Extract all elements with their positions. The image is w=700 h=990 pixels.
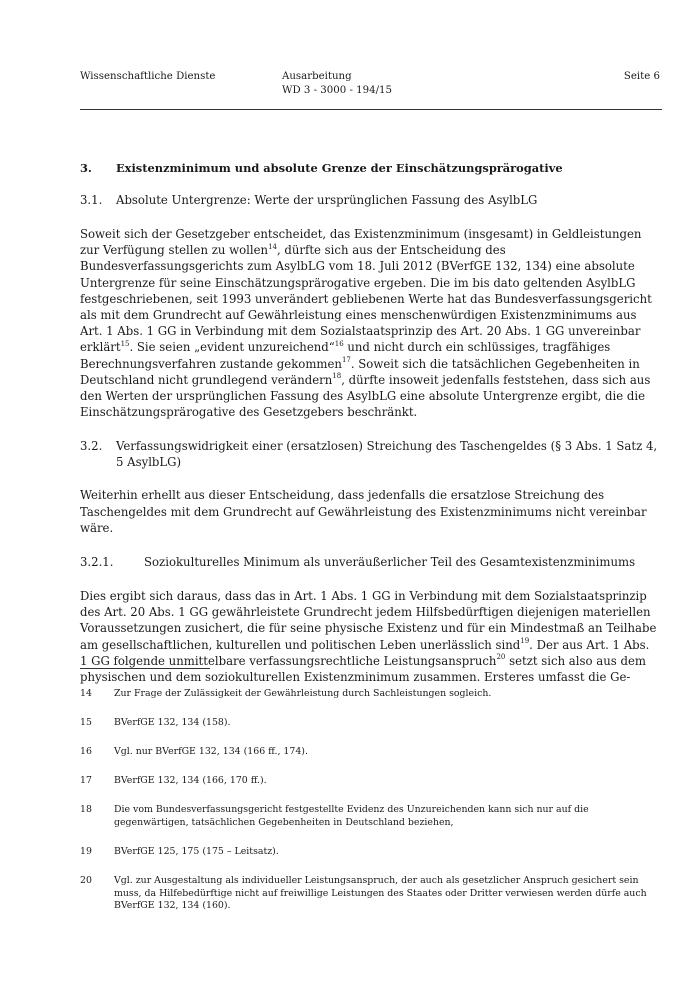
section-3-2-1-number: 3.2.1.: [80, 555, 114, 570]
footnote-number: 17: [80, 774, 92, 786]
footnote-number: 14: [80, 688, 92, 699]
footnote-text: BVerfGE 132, 134 (158).: [114, 716, 231, 728]
section-3-1-title: Absolute Untergrenze: Werte der ursprünglichen Fassung des AsylbLG: [116, 193, 538, 207]
header-page-number: Seite 6: [623, 71, 660, 82]
footnote-divider: [80, 668, 210, 669]
footnote-text: BVerfGE 125, 175 (175 – Leitsatz).: [114, 845, 279, 857]
header-doc-type-label: Ausarbeitung: [282, 71, 352, 82]
paragraph-2: Weiterhin erhellt aus dieser Entscheidung, dass jedenfalls die ersatzlose Streichung des Taschengeldes mit dem Grundrecht auf Gewährleistung des Existenzminimums nicht vereinbar wäre.: [80, 488, 647, 535]
footnote-number: 19: [80, 845, 92, 857]
footnote-ref-19: 19: [520, 637, 530, 646]
footnote-item: [80, 875, 660, 913]
footnote-number: 16: [80, 745, 92, 757]
footnote-item: [80, 804, 660, 830]
para3-text-c: setzt sich also aus dem physischen und dem soziokulturellen Existenzminimum zusammen. Ersteres umfasst die Ge-: [80, 653, 646, 685]
section-3-1-number: 3.1.: [80, 193, 103, 207]
page-header: [80, 68, 662, 110]
footnote-text: Zur Frage der Zulässigkeit der Gewährleistung durch Sachleistungen sogleich.: [114, 688, 492, 699]
para1-text-c: . Sie seien „evident unzureichend“: [129, 340, 335, 355]
paragraph-1: [80, 226, 660, 420]
section-3-2-1-heading: [80, 554, 660, 570]
section-3-2-title: Verfassungswidrigkeit einer (ersatzlosen) Streichung des Taschengeldes (§ 3 Abs. 1 Satz 4, 5 AsylbLG): [116, 439, 658, 470]
para1-text-a: Soweit sich der Gesetzgeber entscheidet, das Existenzminimum (insgesamt) in Geldleistungen zur Verfügung stellen zu wollen: [80, 227, 642, 258]
footnote-item: [80, 688, 660, 701]
footnote-ref-16: 16: [334, 340, 344, 349]
para1-text-f: , dürfte insoweit jedenfalls feststehen, dass sich aus den Werten der ursprünglichen Fassung des AsylbLG eine absolute Untergrenze ergibt, die die Einschätzungsprärogative des Gesetzgebers beschränkt.: [80, 372, 651, 420]
footnote-ref-17: 17: [341, 356, 351, 365]
footnote-number: 18: [80, 803, 92, 815]
footnote-ref-20: 20: [496, 653, 506, 662]
footnote-item: [80, 775, 660, 788]
footnote-text: Die vom Bundesverfassungsgericht festgestellte Evidenz des Unzureichenden kann sich nur auf die gegenwärtigen, tatsächlichen Gegebenheiten in Deutschland beziehen,: [114, 803, 589, 828]
footnote-item: [80, 846, 660, 859]
para1-text-b: , dürfte sich aus der Entscheidung des Bundesverfassungsgerichts zum AsylbLG vom 18. Juli 2012 (BVerfGE 132, 134) eine absolute Untergrenze für seine Einschätzungsprärogative ergeben. Die im bis dato geltenden AsylbLG festgeschriebenen, seit 1993 unverändert gebliebenen Werte hat das Bundesverfassungsgericht als mit dem Grundrecht auf Gewährleistung eines menschenwürdigen Existenzminimums aus Art. 1 Abs. 1 GG in Verbindung mit dem Sozialstaatsprinzip des Art. 20 Abs. 1 GG unvereinbar erklärt: [80, 243, 652, 355]
para1-text-e: . Soweit sich die tatsächlichen Gegebenheiten in Deutschland nicht grundlegend verändern: [80, 356, 640, 387]
footnote-ref-14: 14: [268, 242, 277, 251]
footnote-ref-18: 18: [332, 372, 342, 381]
footnote-item: [80, 746, 660, 759]
section-3-1-heading: [80, 192, 660, 208]
para1-text-d: und nicht durch ein schlüssiges, tragfähiges Berechnungsverfahren zustande gekommen: [80, 340, 611, 371]
section-3-number: 3.: [80, 161, 92, 175]
header-department: Wissenschaftliche Dienste: [80, 71, 216, 82]
para3-text-b: . Der aus Art. 1 Abs. 1 GG folgende unmittelbare verfassungsrechtliche Leistungsanspruch: [80, 637, 650, 668]
section-3-title: Existenzminimum und absolute Grenze der Einschätzungsprärogative: [116, 161, 563, 175]
section-3-heading: [80, 160, 660, 176]
para3-text-a: Dies ergibt sich daraus, dass das in Art. 1 Abs. 1 GG in Verbindung mit dem Sozialstaatsprinzip des Art. 20 Abs. 1 GG gewährleistete Grundrecht jedem Hilfsbedürftigen diejenigen materiellen Voraussetzungen zusichert, die für seine physische Existenz und für ein Mindestmaß an Teilhabe am gesellschaftlichen, kulturellen und politischen Leben unerlässlich sind: [80, 589, 657, 652]
header-document-type: [282, 70, 392, 98]
footnote-text: Vgl. nur BVerfGE 132, 134 (166 ff., 174).: [114, 745, 308, 757]
section-3-2-1-title: Soziokulturelles Minimum als unveräußerlicher Teil des Gesamtexistenzminimums: [144, 555, 636, 570]
footnote-text: Vgl. zur Ausgestaltung als individueller Leistungsanspruch, der auch als gesetzlicher Anspruch gesichert sein muss, da Hilfebedürftige nicht auf freiwillige Leistungen des Staates oder Dritter verwiesen werden dürfe auch BVerfGE 132, 134 (160).: [114, 874, 647, 912]
footnote-ref-15: 15: [120, 340, 130, 349]
paragraph-3: [80, 588, 660, 685]
section-3-2-heading: [80, 438, 660, 470]
header-divider: [80, 109, 662, 110]
footnote-item: [80, 717, 660, 730]
main-content: [80, 160, 660, 685]
header-doc-reference: WD 3 - 3000 - 194/15: [282, 85, 392, 96]
footnote-text: BVerfGE 132, 134 (166, 170 ff.).: [114, 774, 267, 786]
footnotes: [80, 688, 660, 929]
footnote-number: 15: [80, 716, 92, 728]
footnote-number: 20: [80, 874, 92, 886]
section-3-2-number: 3.2.: [80, 439, 103, 454]
